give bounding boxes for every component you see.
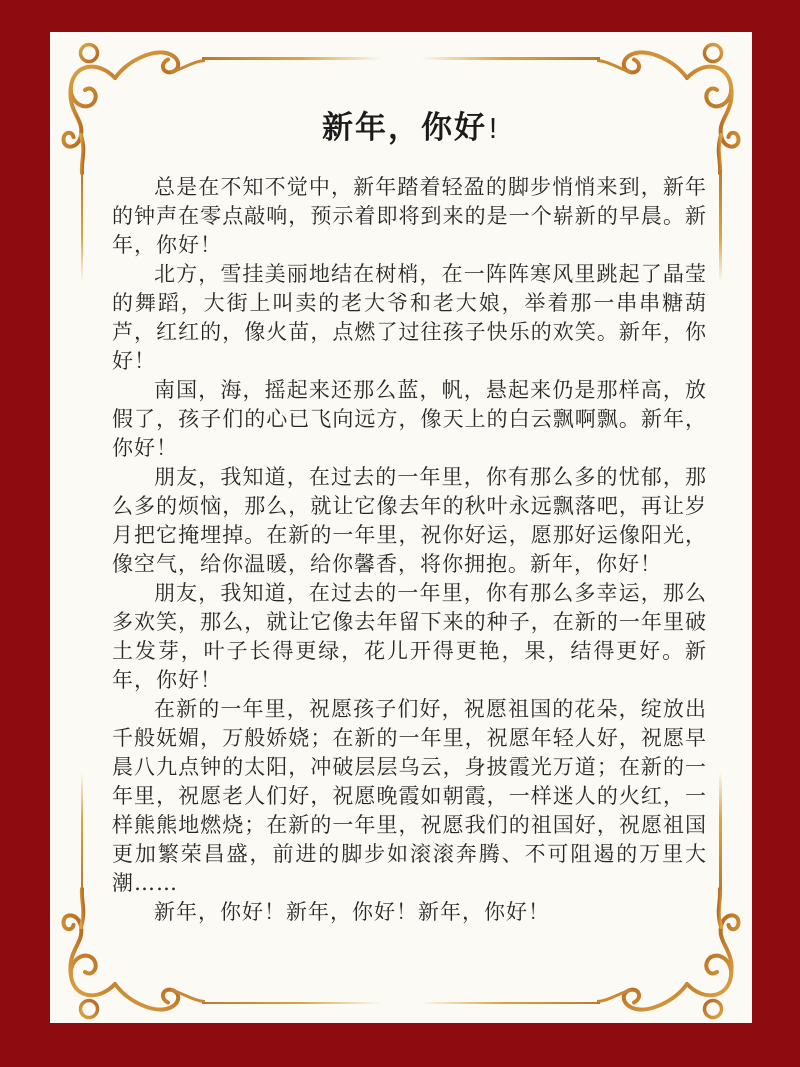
page-title xyxy=(112,102,707,147)
paragraph: 在新的一年里，祝愿孩子们好，祝愿祖国的花朵，绽放出千般妩媚，万般娇娆；在新的一年里，祝愿年轻人好，祝愿早晨八九点钟的太阳，冲破层层乌云，身披霞光万道；在新的一年里，祝愿老人们好，祝愿晚霞如朝霞，一样迷人的火红，一样熊熊地燃烧；在新的一年里，祝愿我们的祖国好，祝愿祖国更加繁荣昌盛，前进的脚步如滚滚奔腾、不可阻遏的万里大潮…… xyxy=(112,697,707,895)
page-title-text: 新年，你好 xyxy=(321,110,487,145)
border-stub-bottom-left xyxy=(81,772,84,890)
border-stub-top-right xyxy=(719,170,722,282)
paragraph: 北方，雪挂美丽地结在树梢，在一阵阵寒风里跳起了晶莹的舞蹈，大街上叫卖的老大爷和老大娘，举着那一串串糖葫芦，红红的，像火苗，点燃了过往孩子快乐的欢笑。新年，你好！ xyxy=(112,262,707,373)
paragraph: 新年，你好！新年，你好！新年，你好！ xyxy=(154,900,550,924)
greeting-card xyxy=(50,32,752,1023)
document-content xyxy=(112,102,707,927)
border-line-top-left xyxy=(202,57,382,60)
paragraph: 朋友，我知道，在过去的一年里，你有那么多的忧郁，那么多的烦恼，那么，就让它像去年的秋叶永远飘落吧，再让岁月把它掩埋掉。在新的一年里，祝你好运，愿那好运像阳光，像空气，给你温暖，给你馨香，将你拥抱。新年，你好！ xyxy=(112,465,707,576)
paragraph: 朋友，我知道，在过去的一年里，你有那么多幸运，那么多欢笑，那么，就让它像去年留下来的种子，在新的一年里破土发芽，叶子长得更绿，花儿开得更艳，果，结得更好。新年，你好！ xyxy=(112,581,707,692)
paragraph: 总是在不知不觉中，新年踏着轻盈的脚步悄悄来到，新年的钟声在零点敲响，预示着即将到来的是一个崭新的早晨。新年，你好！ xyxy=(112,175,707,257)
border-stub-top-left xyxy=(81,170,84,282)
paragraph: 南国，海，摇起来还那么蓝，帆，悬起来仍是那样高，放假了，孩子们的心已飞向远方，像天上的白云飘啊飘。新年，你好！ xyxy=(112,378,707,460)
body-paragraphs xyxy=(112,173,707,927)
border-line-bottom-left xyxy=(202,1002,382,1005)
page-title-exclamation: ! xyxy=(488,113,498,145)
border-line-bottom-right xyxy=(420,1002,600,1005)
border-line-top-right xyxy=(420,57,600,60)
border-stub-bottom-right xyxy=(719,772,722,890)
